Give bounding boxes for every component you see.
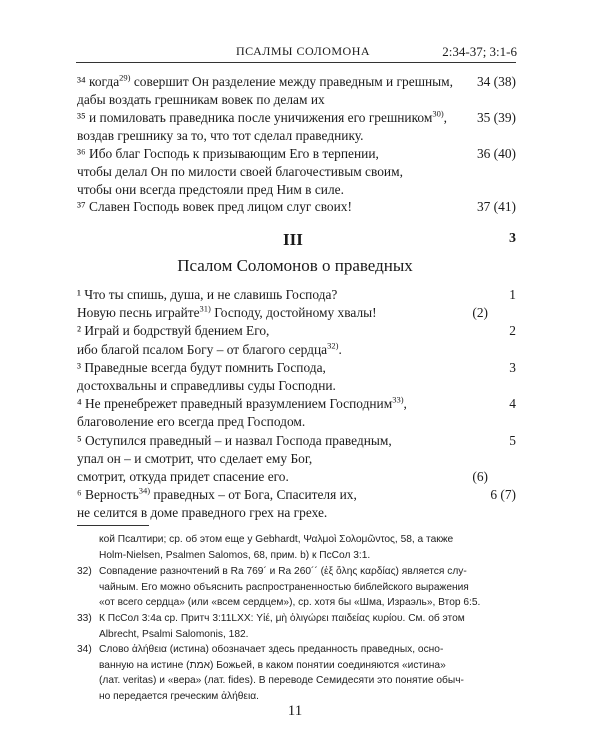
verse-number: 37 (41) — [476, 199, 516, 214]
verse-text: ³⁵ и помиловать праведника после уничижения его грешником — [77, 110, 433, 125]
verse-text: ибо благой псалом Богу – от благого сердца — [77, 341, 328, 357]
psalm-title: Псалом Соломонов о праведных — [177, 256, 413, 275]
verse-text: благоволение его всегда пред Господом. — [77, 414, 306, 430]
footnote-marker: 31) — [199, 303, 211, 314]
verse-number: 36 (40) — [476, 146, 516, 161]
footnote-label: 34) — [77, 644, 92, 655]
verse-line — [77, 450, 312, 468]
verse-line — [77, 127, 363, 145]
footnote-line: чайным. Его можно объяснить распространенностью библейского выражения — [99, 581, 469, 593]
verse-text: воздав грешнику за то, что тот сделал праведнику. — [77, 128, 364, 143]
verse-line — [77, 304, 377, 322]
verse-text-tail: Господу, достойному хвалы! — [210, 305, 377, 321]
footnote-line: Albrecht, Psalmi Salomonis, 182. — [99, 628, 249, 640]
verse-text: ³⁴ когда — [77, 74, 120, 89]
verse-line — [77, 486, 357, 504]
verse-text: ² Играй и бодрствуй бдением Его, — [77, 323, 270, 339]
footnote-line: К ПсСол 3:4а ср. Притч 3:11LXX: Υἱέ, μὴ ὀλιγώρει παιδείας κυρίου. См. об этом — [99, 613, 465, 624]
page-number: 11 — [287, 703, 303, 719]
verse-text: ⁴ Не пренебрежет праведный вразумлением Господним — [77, 396, 393, 412]
verse-text: ⁵ Оступился праведный – и назвал Господа праведным, — [77, 432, 392, 448]
verse-line — [77, 145, 379, 163]
verse-text: ³⁶ Ибо благ Господь к призывающим Его в терпении, — [77, 146, 379, 161]
psalm-number-margin: 3 — [509, 231, 516, 246]
verse-text: смотрит, откуда придет спасение его. — [77, 469, 289, 484]
verse-text-tail: , — [443, 110, 448, 125]
footnote-line: Слово ἀλήθεια (истина) обозначает здесь преданность праведных, осно- — [99, 644, 444, 655]
footnote-marker: 33) — [392, 394, 404, 405]
psalm-number: III — [283, 230, 303, 249]
verse-number: 34 (38) — [476, 74, 516, 89]
verse-line — [77, 163, 403, 181]
footnote-line: но передается греческим ἀλήθεια. — [99, 690, 259, 702]
verse-number: (2) — [472, 305, 488, 321]
footnote-line: Совпадение разночтений в Ra 769´ и Ra 260´´ (ἐξ ὅλης καρδίας) является слу- — [99, 566, 467, 577]
verse-text: упал он – и смотрит, что сделает ему Бог, — [77, 450, 313, 466]
running-head-title: ПСАЛМЫ СОЛОМОНА — [236, 44, 371, 58]
verse-number: (6) — [472, 469, 488, 484]
verse-number: 35 (39) — [476, 110, 516, 125]
verse-line — [77, 359, 326, 377]
verse-number: 1 — [509, 287, 516, 302]
verse-text: ³ Праведные всегда будут помнить Господа, — [77, 359, 326, 375]
verse-line — [77, 198, 352, 216]
verse-line — [77, 395, 407, 413]
verse-text-tail: , — [403, 396, 407, 412]
footnote-marker: 29) — [119, 72, 131, 83]
verse-line — [77, 413, 305, 431]
verse-line — [77, 181, 344, 199]
footnote-line: Holm-Nielsen, Psalmen Salomos, 68, прим. b) к ПсСол 3:1. — [99, 549, 371, 561]
verse-number: 5 — [509, 432, 516, 448]
verse-line — [77, 341, 342, 359]
verse-line — [77, 468, 289, 486]
footnote-rule — [77, 525, 149, 526]
verse-number: 2 — [509, 323, 516, 339]
verse-line — [77, 91, 325, 109]
verse-line — [77, 109, 447, 127]
verse-line — [77, 322, 269, 340]
footnote-line: ванную на истине (אמת) Божьей, в каком понятии соединяются «истина» — [99, 659, 446, 671]
verse-text: Новую песнь играйте — [77, 305, 200, 321]
verse-number: 4 — [509, 396, 516, 412]
footnote-line: «от всего сердца» (или «всем сердцем»), ср. хотя бы «Шма, Израэль», Втор 6:5. — [99, 597, 481, 608]
verse-text: чтобы они всегда предстояли пред Ним в силе. — [77, 182, 344, 197]
footnote-marker: 30) — [432, 108, 444, 119]
verse-number: 6 (7) — [490, 487, 516, 503]
verse-text: не селится в доме праведного грех на грехе. — [77, 505, 328, 521]
footnote-marker: 32) — [327, 340, 339, 351]
verse-text: ¹ Что ты спишь, душа, и не славишь Господа? — [77, 287, 338, 302]
verse-text-tail: совершит Он разделение между праведным и грешным, — [130, 74, 453, 89]
footnote-line: (лат. veritas) и «вера» (лат. fides). В переводе Семидесяти это понятие обыч- — [99, 675, 464, 686]
verse-text: достохвальны и справедливы суды Господни. — [77, 378, 336, 393]
verse-line — [77, 73, 453, 91]
footnote-label: 32) — [77, 566, 92, 577]
verse-line — [77, 504, 327, 522]
verse-line — [77, 286, 337, 304]
verse-text-tail: праведных – от Бога, Спасителя их, — [150, 487, 357, 503]
footnote-line: кой Псалтири; ср. об этом еще у Gebhardt, Ψαλμοὶ Σολομῶντος, 58, а также — [99, 534, 454, 545]
header-rule — [76, 62, 516, 63]
verse-text: ⁶ Верность — [77, 487, 139, 503]
verse-line — [77, 377, 336, 395]
verse-text: дабы воздать грешникам вовек по делам их — [77, 92, 325, 107]
verse-text: ³⁷ Славен Господь вовек пред лицом слуг своих! — [77, 199, 352, 214]
verse-number: 3 — [509, 359, 516, 375]
footnote-label: 33) — [77, 613, 92, 624]
running-head-reference: 2:34-37; 3:1-6 — [442, 44, 517, 59]
verse-text-tail: . — [338, 341, 342, 357]
verse-text: чтобы делал Он по милости своей благочестивым своим, — [77, 164, 403, 179]
footnote-marker: 34) — [138, 485, 151, 496]
verse-line — [77, 432, 392, 450]
